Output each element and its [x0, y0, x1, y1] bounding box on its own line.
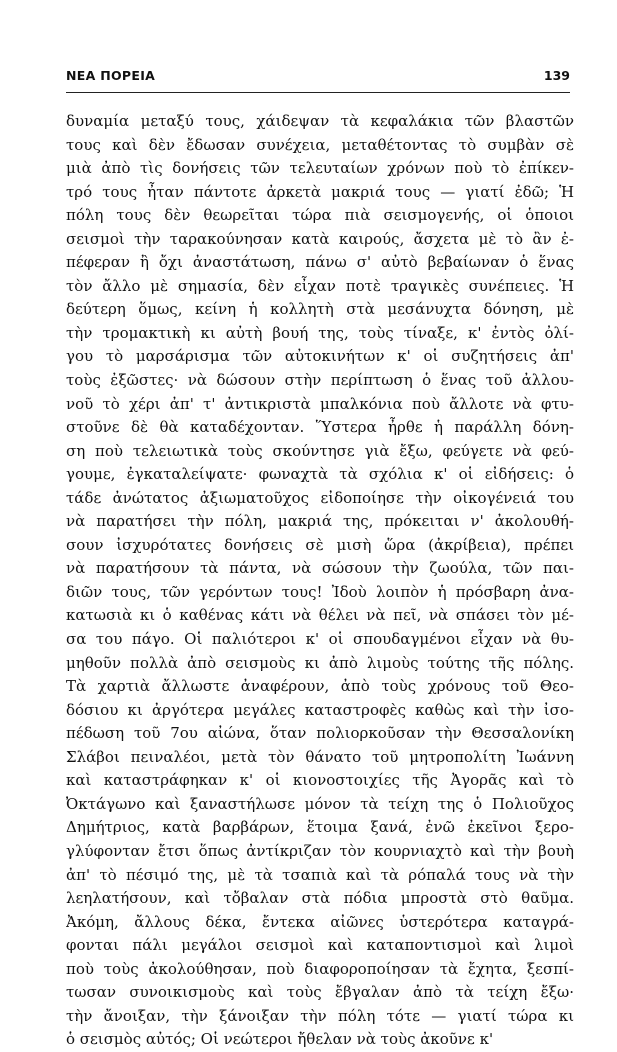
text-line: ὁ σεισμὸς αὐτός; Οἱ νεώτεροι ἤθελαν νὰ τοὺς ἀκοῦνε κ' — [66, 1030, 494, 1049]
text-line: δυναμία μεταξύ τους, χάιδεψαν τὰ κεφαλάκια τῶν βλαστῶν — [66, 112, 574, 130]
text-line: τὴν τρομακτικὴ κι αὐτὴ βουή της, τοὺς τίναξε, κ' ἐντὸς ὀλί- — [66, 323, 574, 342]
text-line: Σλάβοι πειναλέοι, μετὰ τὸν θάνατο τοῦ μητροπολίτη Ἰωάννη — [66, 747, 574, 766]
text-line: Δημήτριος, κατὰ βαρβάρων, ἕτοιμα ξανά, ἐνῶ ἐκεῖνοι ξερο- — [66, 818, 574, 837]
text-line: μηθοῦν πολλὰ ἀπὸ σεισμοὺς κι ἀπὸ λιμοὺς τούτης τῆς πόλης. — [66, 653, 574, 672]
text-line: ἀπ' τὸ πέσιμό της, μὲ τὰ τσαπιὰ καὶ τὰ ρόπαλά τους νὰ τὴν — [66, 865, 574, 884]
text-line: διῶν τους, τῶν γερόντων τους! Ἰδοὺ λοιπὸν ἡ πρόσβαρη ἀνα- — [66, 582, 574, 601]
text-line: ση ποὺ τελειωτικὰ τοὺς σκούντησε γιὰ ἔξω, φεύγετε νὰ φεύ- — [66, 441, 574, 460]
text-line: μιὰ ἀπὸ τὶς δονήσεις τῶν τελευταίων χρόνων ποὺ τὸ ἐπίκεν- — [66, 159, 574, 178]
text-line: πέδωση τοῦ 7ου αἰώνα, ὅταν πολιορκοῦσαν τὴν Θεσσαλονίκη — [66, 724, 574, 743]
text-line: γου τὸ μαρσάρισμα τῶν αὐτοκινήτων κ' οἱ συζητήσεις ἀπ' — [66, 347, 574, 366]
text-line: πόλη τους δὲν θεωρεῖται τώρα πιὰ σεισμογενής, οἱ ὁποιοι — [66, 206, 574, 225]
text-line: νὰ παρατήσουν τὰ πάντα, νὰ σώσουν τὴν ζωούλα, τῶν παι- — [66, 559, 574, 578]
text-line: νοῦ τὸ χέρι ἀπ' τ' ἀντικριστὰ μπαλκόνια ποὺ ἄλλοτε νὰ φτυ- — [66, 394, 574, 413]
text-line: τὴν ἄνοιξαν, τὴν ξάνοιξαν τὴν πόλη τότε — γιατί τώρα κι — [66, 1006, 574, 1025]
text-line: γλύφονταν ἔτσι ὅπως ἀντίκριζαν τὸν κουρνιαχτὸ καὶ τὴν βουὴ — [66, 841, 574, 860]
text-line: Ὀκτάγωνο καὶ ξαναστήλωσε μόνον τὰ τείχη της ὁ Πολιοῦχος — [66, 794, 574, 813]
text-line: σεισμοὶ τὴν ταρακούνησαν κατὰ καιρούς, ἄσχετα μὲ τὸ ἂν ἐ- — [66, 229, 574, 248]
text-line: τὸν ἄλλο μὲ σημασία, δὲν εἶχαν ποτὲ τραγικὲς συνέπειες. Ἡ — [66, 276, 574, 295]
text-line: ποὺ τοὺς ἀκολούθησαν, ποὺ διαφοροποίησαν τὰ ἔχητα, ξεσπί- — [66, 959, 574, 978]
text-line: λεηλατήσουν, καὶ τὄβαλαν στὰ πόδια μπροστὰ στὸ θαῦμα. — [66, 889, 574, 908]
text-line: Τὰ χαρτιὰ ἄλλωστε ἀναφέρουν, ἀπὸ τοὺς χρόνους τοῦ Θεο- — [66, 677, 574, 696]
text-line: σα του πάγο. Οἱ παλιότεροι κ' οἱ σπουδαγμένοι εἶχαν νὰ θυ- — [66, 630, 574, 649]
text-line: δεύτερη ὅμως, κείνη ἡ κολλητὴ στὰ μεσάνυχτα δόνηση, μὲ — [66, 300, 574, 319]
text-line: στοῦνε δὲ θὰ καταδέχονταν. Ὕστερα ἦρθε ἡ παράλλη δόνη- — [66, 418, 574, 437]
text-line: τοὺς ἐξῶστες· νὰ δώσουν στὴν περίπτωση ὁ ἕνας τοῦ ἀλλου- — [66, 371, 574, 390]
text-line: νὰ παρατήσει τὴν πόλη, μακριά της, πρόκειται ν' ἀκολουθή- — [66, 512, 574, 531]
text-line: δόσιου κι ἀργότερα μεγάλες καταστροφὲς καθὼς καὶ τὴν ἰσο- — [66, 700, 574, 719]
text-line: σουν ἰσχυρότατες δονήσεις σὲ μισὴ ὥρα (ἀκρίβεια), πρέπει — [66, 535, 574, 554]
text-line: τάδε ἀνώτατος ἀξιωματοῦχος εἰδοποίησε τὴν οἰκογένειά του — [66, 488, 574, 507]
header-rule — [66, 92, 570, 93]
running-header — [66, 68, 570, 88]
text-line: φονται πάλι μεγάλοι σεισμοὶ καὶ καταποντισμοὶ καὶ λιμοὶ — [66, 936, 574, 955]
body-text — [66, 110, 574, 1052]
text-line: τους καὶ δὲν ἔδωσαν συνέχεια, μεταθέτοντας τὸ συμβὰν σὲ — [66, 135, 574, 154]
text-line: τρό τους ἦταν πάντοτε ἀρκετὰ μακριά τους — γιατί ἐδῶ; Ἡ — [66, 182, 574, 201]
text-line: καὶ καταστράφηκαν κ' οἱ κιονοστοιχίες τῆς Ἀγορᾶς καὶ τὸ — [66, 771, 574, 790]
text-line: Ἀκόμη, ἄλλους δέκα, ἔντεκα αἰῶνες ὑστερότερα καταγρά- — [66, 912, 574, 931]
text-line: κατωσιὰ κι ὁ καθένας κάτι νὰ θέλει νὰ πεῖ, νὰ σπάσει τὸν μέ- — [66, 606, 574, 625]
page-number: 139 — [543, 68, 570, 83]
text-line: πέφεραν ἢ ὄχι ἀναστάτωση, πάνω σ' αὐτὸ βεβαίωναν ὁ ἕνας — [66, 253, 574, 272]
text-line: τωσαν συνοικισμοὺς καὶ τοὺς ἔβγαλαν ἀπὸ τὰ τείχη ἔξω· — [66, 983, 574, 1002]
text-line: γουμε, ἐγκαταλείψατε· φωναχτὰ τὰ σχόλια κ' οἱ εἰδήσεις: ὁ — [66, 465, 574, 484]
journal-title: ΝΕΑ ΠΟΡΕΙΑ — [66, 68, 156, 83]
